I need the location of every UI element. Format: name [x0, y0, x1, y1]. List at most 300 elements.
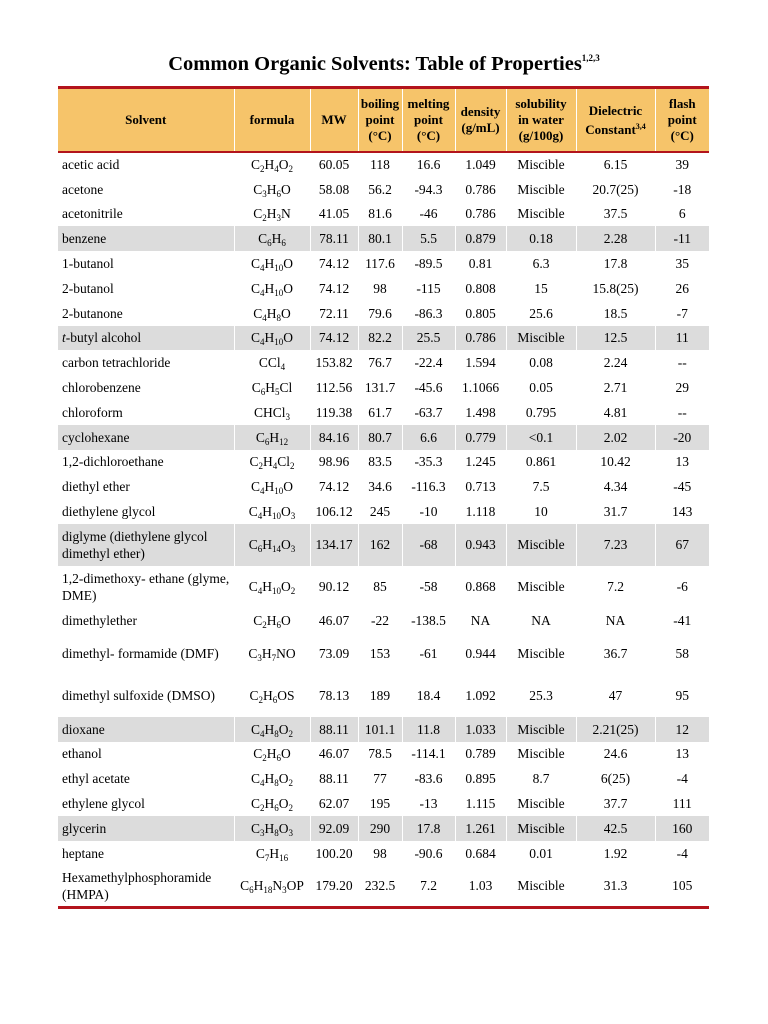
- cell-solubility: Miscible: [506, 791, 576, 816]
- cell-melting-point: 5.5: [402, 226, 455, 251]
- cell-solubility: 25.6: [506, 301, 576, 326]
- cell-flash-point: -45: [655, 474, 709, 499]
- cell-dielectric: 36.7: [576, 633, 655, 675]
- cell-dielectric: 42.5: [576, 816, 655, 841]
- cell-dielectric: 37.5: [576, 202, 655, 227]
- header-dielectric-constant[interactable]: [576, 88, 655, 153]
- cell-flash-point: 160: [655, 816, 709, 841]
- cell-solvent: chloroform: [62, 404, 123, 420]
- cell-density: 1.115: [455, 791, 506, 816]
- cell-melting-point: -63.7: [402, 400, 455, 425]
- cell-solvent: dimethyl sulfoxide (DMSO): [62, 688, 215, 704]
- header-solubility[interactable]: [506, 88, 576, 153]
- cell-formula: $C_2H_4O_2$: [234, 152, 310, 177]
- cell-density: 1.245: [455, 450, 506, 475]
- table-row: [58, 301, 709, 326]
- cell-solvent: dioxane: [58, 717, 234, 742]
- cell-dielectric: 4.81: [576, 400, 655, 425]
- cell-dielectric: 2.71: [576, 375, 655, 400]
- cell-dielectric: 2.21(25): [576, 717, 655, 742]
- header-density[interactable]: [455, 88, 506, 153]
- cell-solubility: Miscible: [506, 866, 576, 908]
- cell-formula: $C_3H_7NO$: [234, 633, 310, 675]
- cell-dielectric: 24.6: [576, 742, 655, 767]
- cell-mw: 153.82: [310, 350, 358, 375]
- table-row: [58, 633, 709, 675]
- cell-flash-point: -20: [655, 425, 709, 450]
- table-row: [58, 177, 709, 202]
- header-line: point: [414, 112, 443, 127]
- cell-flash-point: 29: [655, 375, 709, 400]
- table-row: [58, 450, 709, 475]
- cell-solubility: Miscible: [506, 202, 576, 227]
- cell-solubility: 10: [506, 499, 576, 524]
- cell-solubility: <0.1: [506, 425, 576, 450]
- cell-solubility: 0.18: [506, 226, 576, 251]
- header-solvent[interactable]: Solvent: [58, 88, 234, 153]
- table-row: [58, 202, 709, 227]
- cell-formula: $C_4H_{10}O_2$: [234, 566, 310, 608]
- cell-boiling-point: 232.5: [358, 866, 402, 908]
- cell-melting-point: -35.3: [402, 450, 455, 475]
- cell-melting-point: 11.8: [402, 717, 455, 742]
- table-row: [58, 400, 709, 425]
- cell-solvent: 2-butanol: [62, 280, 114, 296]
- table-row: [58, 350, 709, 375]
- cell-solubility: Miscible: [506, 177, 576, 202]
- cell-boiling-point: 117.6: [358, 251, 402, 276]
- table-row: [58, 608, 709, 633]
- cell-melting-point: -138.5: [402, 608, 455, 633]
- cell-melting-point: -22.4: [402, 350, 455, 375]
- cell-density: 0.789: [455, 742, 506, 767]
- cell-solvent: [58, 326, 234, 351]
- cell-density: 1.594: [455, 350, 506, 375]
- cell-solubility: 25.3: [506, 675, 576, 717]
- cell-density: 0.786: [455, 326, 506, 351]
- cell-mw: 46.07: [310, 608, 358, 633]
- cell-solvent: 1,2-dichloroethane: [62, 454, 164, 470]
- table-row: [58, 766, 709, 791]
- cell-formula: $C_4H_8O$: [234, 301, 310, 326]
- cell-density: 1.498: [455, 400, 506, 425]
- cell-flash-point: -4: [655, 841, 709, 866]
- cell-solubility: Miscible: [506, 326, 576, 351]
- cell-formula: $C_2H_6O$: [234, 608, 310, 633]
- cell-boiling-point: 98: [358, 841, 402, 866]
- cell-formula: $C_7H_{16}$: [234, 841, 310, 866]
- cell-boiling-point: -22: [358, 608, 402, 633]
- cell-melting-point: -58: [402, 566, 455, 608]
- table-row: [58, 717, 709, 742]
- cell-boiling-point: 77: [358, 766, 402, 791]
- cell-flash-point: --: [655, 400, 709, 425]
- cell-boiling-point: 79.6: [358, 301, 402, 326]
- cell-solvent: 1,2-dimethoxy- ethane (glyme, DME): [62, 570, 230, 603]
- cell-melting-point: -90.6: [402, 841, 455, 866]
- cell-mw: 134.17: [310, 524, 358, 566]
- cell-formula: $C_4H_8O_2$: [234, 717, 310, 742]
- cell-density: 0.81: [455, 251, 506, 276]
- cell-boiling-point: 78.5: [358, 742, 402, 767]
- cell-melting-point: 18.4: [402, 675, 455, 717]
- cell-flash-point: 95: [655, 675, 709, 717]
- table-row: [58, 226, 709, 251]
- cell-density: 1.118: [455, 499, 506, 524]
- cell-melting-point: -46: [402, 202, 455, 227]
- cell-dielectric: 4.34: [576, 474, 655, 499]
- cell-formula: $C_2H_4Cl_2$: [234, 450, 310, 475]
- cell-melting-point: -68: [402, 524, 455, 566]
- cell-flash-point: -41: [655, 608, 709, 633]
- title-text: Common Organic Solvents: Table of Properties: [168, 53, 582, 75]
- cell-dielectric: 20.7(25): [576, 177, 655, 202]
- cell-formula: $C_3H_8O_3$: [234, 816, 310, 841]
- cell-formula: $C_4H_{10}O$: [234, 251, 310, 276]
- cell-solvent: heptane: [62, 845, 104, 861]
- cell-density: 0.943: [455, 524, 506, 566]
- cell-melting-point: -61: [402, 633, 455, 675]
- table-row: [58, 474, 709, 499]
- cell-formula: $C_6H_{14}O_3$: [234, 524, 310, 566]
- cell-boiling-point: 61.7: [358, 400, 402, 425]
- cell-melting-point: 16.6: [402, 152, 455, 177]
- cell-solvent: dimethyl- formamide (DMF): [62, 646, 219, 662]
- table-row: [58, 499, 709, 524]
- cell-solvent: 1-butanol: [62, 256, 114, 272]
- header-line: density: [460, 104, 501, 119]
- cell-density: NA: [455, 608, 506, 633]
- cell-melting-point: -115: [402, 276, 455, 301]
- cell-dielectric: 12.5: [576, 326, 655, 351]
- cell-mw: 98.96: [310, 450, 358, 475]
- cell-boiling-point: 81.6: [358, 202, 402, 227]
- header-line: Dielectric: [588, 102, 643, 118]
- cell-flash-point: -18: [655, 177, 709, 202]
- cell-solvent: glycerin: [58, 816, 234, 841]
- cell-density: 0.868: [455, 566, 506, 608]
- cell-density: 0.713: [455, 474, 506, 499]
- table-row: [58, 675, 709, 717]
- cell-mw: 58.08: [310, 177, 358, 202]
- cell-boiling-point: 82.2: [358, 326, 402, 351]
- cell-flash-point: 67: [655, 524, 709, 566]
- cell-solvent: acetone: [62, 181, 104, 197]
- table-row: [58, 791, 709, 816]
- header-melting-point[interactable]: [402, 88, 455, 153]
- cell-mw: 62.07: [310, 791, 358, 816]
- cell-formula: CCl$_4$: [234, 350, 310, 375]
- cell-solubility: Miscible: [506, 717, 576, 742]
- cell-dielectric: NA: [576, 608, 655, 633]
- cell-melting-point: -10: [402, 499, 455, 524]
- table-body: [58, 152, 709, 908]
- header-boiling-point[interactable]: [358, 88, 402, 153]
- cell-solubility: 15: [506, 276, 576, 301]
- cell-mw: 60.05: [310, 152, 358, 177]
- table-row: [58, 425, 709, 450]
- cell-solubility: Miscible: [506, 633, 576, 675]
- cell-mw: 88.11: [310, 766, 358, 791]
- cell-solvent: cyclohexane: [58, 425, 234, 450]
- cell-mw: 78.11: [310, 226, 358, 251]
- cell-mw: 74.12: [310, 474, 358, 499]
- cell-dielectric: 37.7: [576, 791, 655, 816]
- cell-melting-point: 7.2: [402, 866, 455, 908]
- cell-flash-point: -7: [655, 301, 709, 326]
- cell-solvent: ethylene glycol: [62, 796, 145, 812]
- cell-density: 0.895: [455, 766, 506, 791]
- cell-formula: $C_4H_{10}O_3$: [234, 499, 310, 524]
- cell-mw: 78.13: [310, 675, 358, 717]
- cell-dielectric: 2.02: [576, 425, 655, 450]
- cell-flash-point: --: [655, 350, 709, 375]
- cell-formula: $C_2H_6O$: [234, 742, 310, 767]
- cell-formula: $C_2H_6OS$: [234, 675, 310, 717]
- cell-flash-point: 12: [655, 717, 709, 742]
- cell-solubility: Miscible: [506, 152, 576, 177]
- cell-dielectric: 7.2: [576, 566, 655, 608]
- cell-boiling-point: 189: [358, 675, 402, 717]
- cell-melting-point: -116.3: [402, 474, 455, 499]
- cell-mw: 90.12: [310, 566, 358, 608]
- cell-melting-point: -86.3: [402, 301, 455, 326]
- cell-solubility: 8.7: [506, 766, 576, 791]
- cell-boiling-point: 34.6: [358, 474, 402, 499]
- cell-solubility: 0.861: [506, 450, 576, 475]
- cell-flash-point: 111: [655, 791, 709, 816]
- header-line: solubility: [515, 96, 567, 111]
- table-row: [58, 866, 709, 908]
- cell-density: 1.033: [455, 717, 506, 742]
- cell-mw: 72.11: [310, 301, 358, 326]
- cell-dielectric: 1.92: [576, 841, 655, 866]
- cell-boiling-point: 80.1: [358, 226, 402, 251]
- cell-flash-point: -11: [655, 226, 709, 251]
- cell-dielectric: 18.5: [576, 301, 655, 326]
- cell-formula: $C_2H_3N$: [234, 202, 310, 227]
- cell-boiling-point: 195: [358, 791, 402, 816]
- cell-solvent: dimethylether: [62, 612, 137, 628]
- cell-mw: 88.11: [310, 717, 358, 742]
- cell-flash-point: 26: [655, 276, 709, 301]
- cell-density: 0.779: [455, 425, 506, 450]
- table-row: [58, 742, 709, 767]
- cell-dielectric: 17.8: [576, 251, 655, 276]
- cell-density: 1.049: [455, 152, 506, 177]
- cell-solubility: Miscible: [506, 524, 576, 566]
- cell-formula: $C_6H_5Cl$: [234, 375, 310, 400]
- cell-flash-point: 13: [655, 742, 709, 767]
- cell-mw: 100.20: [310, 841, 358, 866]
- cell-formula: $C_2H_6O_2$: [234, 791, 310, 816]
- cell-solvent: acetonitrile: [62, 206, 123, 222]
- cell-density: 0.786: [455, 202, 506, 227]
- header-references: 3,4: [635, 121, 646, 131]
- cell-solubility: 7.5: [506, 474, 576, 499]
- cell-density: 1.261: [455, 816, 506, 841]
- table-row: [58, 326, 709, 351]
- cell-mw: 74.12: [310, 276, 358, 301]
- header-line: point: [365, 112, 395, 127]
- cell-dielectric: 31.3: [576, 866, 655, 908]
- cell-formula: $C_4H_{10}O$: [234, 326, 310, 351]
- solvent-properties-table: [58, 86, 709, 909]
- cell-solvent: benzene: [58, 226, 234, 251]
- cell-boiling-point: 80.7: [358, 425, 402, 450]
- cell-density: 0.879: [455, 226, 506, 251]
- cell-melting-point: -13: [402, 791, 455, 816]
- cell-formula: $C_6H_{12}$: [234, 425, 310, 450]
- cell-boiling-point: 153: [358, 633, 402, 675]
- cell-flash-point: 39: [655, 152, 709, 177]
- solvent-name: -butyl alcohol: [65, 330, 142, 346]
- cell-mw: 84.16: [310, 425, 358, 450]
- cell-dielectric: 6.15: [576, 152, 655, 177]
- cell-solvent: carbon tetrachloride: [62, 355, 171, 371]
- page-title: [0, 44, 768, 78]
- header-line: boiling: [360, 96, 400, 111]
- cell-melting-point: -83.6: [402, 766, 455, 791]
- cell-solvent: acetic acid: [62, 157, 120, 173]
- header-line: flash: [668, 96, 696, 111]
- cell-formula: CHCl$_3$: [234, 400, 310, 425]
- header-row: [58, 88, 709, 153]
- cell-solvent: 2-butanone: [62, 305, 123, 321]
- cell-boiling-point: 85: [358, 566, 402, 608]
- cell-solubility: NA: [506, 608, 576, 633]
- cell-density: 0.786: [455, 177, 506, 202]
- cell-flash-point: -4: [655, 766, 709, 791]
- cell-melting-point: -89.5: [402, 251, 455, 276]
- header-formula[interactable]: formula: [234, 88, 310, 153]
- cell-boiling-point: 118: [358, 152, 402, 177]
- cell-melting-point: -45.6: [402, 375, 455, 400]
- cell-mw: 92.09: [310, 816, 358, 841]
- cell-formula: $C_3H_6O$: [234, 177, 310, 202]
- cell-solvent: ethanol: [62, 746, 102, 762]
- cell-melting-point: -94.3: [402, 177, 455, 202]
- table-row: [58, 841, 709, 866]
- cell-mw: 106.12: [310, 499, 358, 524]
- cell-solvent: diethyl ether: [62, 479, 130, 495]
- cell-flash-point: 35: [655, 251, 709, 276]
- cell-flash-point: 6: [655, 202, 709, 227]
- cell-density: 0.805: [455, 301, 506, 326]
- cell-formula: $C_6H_{18}N_3OP$: [234, 866, 310, 908]
- cell-mw: 46.07: [310, 742, 358, 767]
- solvent-prefix: t: [62, 330, 66, 346]
- title-references: 1,2,3: [581, 53, 600, 63]
- cell-mw: 112.56: [310, 375, 358, 400]
- header-flash-point[interactable]: [655, 88, 709, 153]
- cell-density: 1.092: [455, 675, 506, 717]
- cell-solvent: Hexamethylphosphoramide (HMPA): [62, 869, 212, 902]
- cell-mw: 179.20: [310, 866, 358, 908]
- table-row: [58, 566, 709, 608]
- cell-dielectric: 47: [576, 675, 655, 717]
- cell-density: 1.03: [455, 866, 506, 908]
- cell-mw: 41.05: [310, 202, 358, 227]
- cell-density: 0.808: [455, 276, 506, 301]
- cell-boiling-point: 101.1: [358, 717, 402, 742]
- cell-melting-point: 25.5: [402, 326, 455, 351]
- cell-dielectric: 2.24: [576, 350, 655, 375]
- cell-boiling-point: 83.5: [358, 450, 402, 475]
- cell-solubility: 0.08: [506, 350, 576, 375]
- cell-melting-point: 6.6: [402, 425, 455, 450]
- cell-formula: $C_4H_{10}O$: [234, 474, 310, 499]
- cell-solvent: ethyl acetate: [62, 771, 130, 787]
- cell-boiling-point: 131.7: [358, 375, 402, 400]
- header-line: point: [667, 112, 697, 127]
- cell-solubility: 0.05: [506, 375, 576, 400]
- table-row: [58, 375, 709, 400]
- cell-solubility: 0.01: [506, 841, 576, 866]
- cell-solubility: 6.3: [506, 251, 576, 276]
- cell-density: 1.1066: [455, 375, 506, 400]
- cell-solubility: Miscible: [506, 816, 576, 841]
- cell-melting-point: 17.8: [402, 816, 455, 841]
- cell-flash-point: 58: [655, 633, 709, 675]
- table-row: [58, 276, 709, 301]
- table-row: [58, 152, 709, 177]
- cell-solvent: diglyme (diethylene glycol dimethyl ether): [58, 524, 234, 566]
- cell-formula: $C_4H_8O_2$: [234, 766, 310, 791]
- header-line: (°C): [670, 128, 694, 143]
- cell-dielectric: 31.7: [576, 499, 655, 524]
- header-line: in water: [518, 112, 564, 127]
- cell-solubility: 0.795: [506, 400, 576, 425]
- header-mw[interactable]: MW: [310, 88, 358, 153]
- cell-dielectric: 6(25): [576, 766, 655, 791]
- cell-flash-point: 105: [655, 866, 709, 908]
- cell-boiling-point: 76.7: [358, 350, 402, 375]
- cell-density: 0.684: [455, 841, 506, 866]
- cell-solubility: Miscible: [506, 566, 576, 608]
- cell-boiling-point: 290: [358, 816, 402, 841]
- cell-mw: 74.12: [310, 251, 358, 276]
- cell-mw: 74.12: [310, 326, 358, 351]
- table-row: [58, 816, 709, 841]
- cell-flash-point: 143: [655, 499, 709, 524]
- cell-flash-point: 13: [655, 450, 709, 475]
- header-line: (g/mL): [461, 120, 500, 135]
- header-line: melting: [407, 96, 450, 111]
- cell-formula: $C_6H_6$: [234, 226, 310, 251]
- cell-boiling-point: 245: [358, 499, 402, 524]
- table-row: [58, 524, 709, 566]
- cell-solubility: Miscible: [506, 742, 576, 767]
- header-line: (°C): [368, 128, 392, 143]
- cell-formula: $C_4H_{10}O$: [234, 276, 310, 301]
- cell-mw: 119.38: [310, 400, 358, 425]
- cell-boiling-point: 162: [358, 524, 402, 566]
- cell-dielectric: 15.8(25): [576, 276, 655, 301]
- cell-melting-point: -114.1: [402, 742, 455, 767]
- header-line: (°C): [416, 128, 441, 143]
- cell-density: 0.944: [455, 633, 506, 675]
- cell-boiling-point: 56.2: [358, 177, 402, 202]
- table-row: [58, 251, 709, 276]
- cell-dielectric: 7.23: [576, 524, 655, 566]
- cell-mw: 73.09: [310, 633, 358, 675]
- header-line: Constant: [585, 121, 636, 137]
- cell-dielectric: 10.42: [576, 450, 655, 475]
- cell-flash-point: 11: [655, 326, 709, 351]
- cell-boiling-point: 98: [358, 276, 402, 301]
- header-line: (g/100g): [518, 128, 564, 143]
